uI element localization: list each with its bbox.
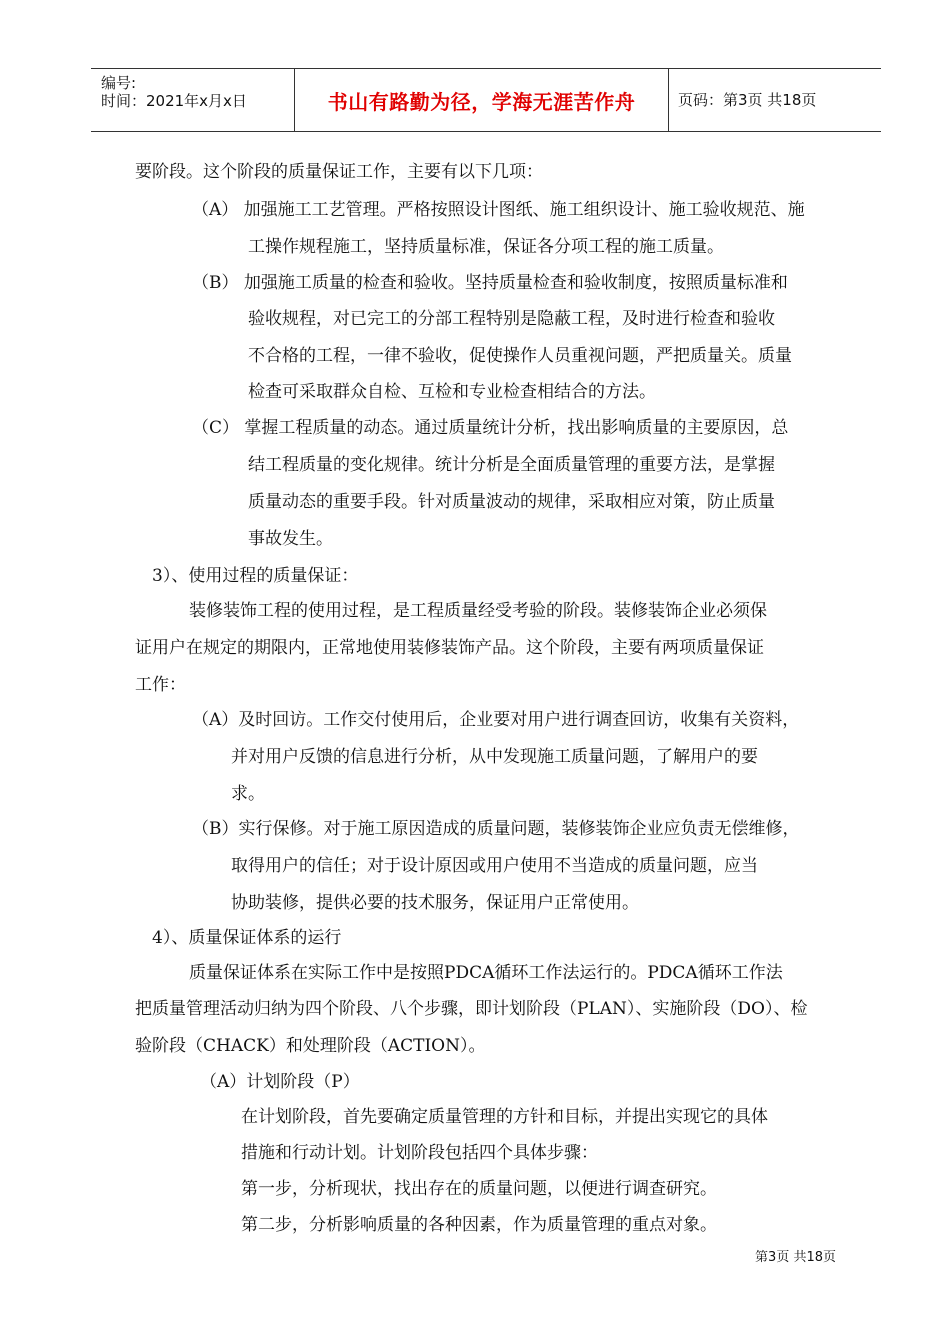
text-line: 把质量管理活动归纳为四个阶段、八个步骤，即计划阶段（PLAN）、实施阶段（DO）、检	[135, 999, 808, 1019]
text-line: 结工程质量的变化规律。统计分析是全面质量管理的重要方法，是掌握	[248, 455, 775, 475]
section-heading: 4）、质量保证体系的运行	[152, 928, 342, 948]
header-meta-cell	[91, 69, 294, 131]
time-label: 时间：2021年x月x日	[101, 92, 247, 110]
text-line: 不合格的工程，一律不验收，促使操作人员重视问题，严把质量关。质量	[248, 346, 792, 366]
text-line: （A）及时回访。工作交付使用后，企业要对用户进行调查回访，收集有关资料，	[192, 710, 800, 730]
text-line: 事故发生。	[248, 529, 333, 549]
text-line: 取得用户的信任；对于设计原因或用户使用不当造成的质量问题，应当	[231, 856, 758, 876]
text-line: 要阶段。这个阶段的质量保证工作，主要有以下几项：	[135, 162, 543, 182]
text-line: （A） 加强施工工艺管理。严格按照设计图纸、施工组织设计、施工验收规范、施	[192, 200, 805, 220]
text-line: 工操作规程施工，坚持质量标准，保证各分项工程的施工质量。	[248, 237, 724, 257]
text-line: （B）实行保修。对于施工原因造成的质量问题，装修装饰企业应负责无偿维修，	[192, 819, 800, 839]
text-line: 验阶段（CHACK）和处理阶段（ACTION）。	[135, 1036, 486, 1056]
text-line: 第二步，分析影响质量的各种因素，作为质量管理的重点对象。	[241, 1215, 717, 1235]
text-line: 证用户在规定的期限内，正常地使用装修装饰产品。这个阶段，主要有两项质量保证	[135, 638, 764, 658]
text-line: 在计划阶段，首先要确定质量管理的方针和目标，并提出实现它的具体	[241, 1107, 768, 1127]
text-line: 求。	[231, 784, 265, 804]
text-line: 验收规程，对已完工的分部工程特别是隐蔽工程，及时进行检查和验收	[248, 309, 775, 329]
section-heading: 3）、使用过程的质量保证：	[152, 566, 359, 586]
text-line: 第一步，分析现状，找出存在的质量问题，以便进行调查研究。	[241, 1179, 717, 1199]
text-line: 质量保证体系在实际工作中是按照PDCA循环工作法运行的。PDCA循环工作法	[189, 963, 783, 983]
header-page-cell	[668, 69, 881, 131]
text-line: 检查可采取群众自检、互检和专业检查相结合的方法。	[248, 382, 656, 402]
code-label: 编号:	[101, 74, 137, 92]
subheading: （A）计划阶段（P）	[200, 1072, 360, 1092]
text-line: 装修装饰工程的使用过程，是工程质量经受考验的阶段。装修装饰企业必须保	[189, 601, 767, 621]
text-line: 质量动态的重要手段。针对质量波动的规律，采取相应对策，防止质量	[248, 492, 775, 512]
page-header	[91, 68, 881, 132]
text-line: （C） 掌握工程质量的动态。通过质量统计分析，找出影响质量的主要原因，总	[192, 418, 789, 438]
motto: 书山有路勤为径，学海无涯苦作舟	[327, 90, 636, 114]
text-line: 工作：	[135, 675, 186, 695]
page-number-label: 页码：第3页 共18页	[678, 91, 817, 109]
page-footer: 第3页 共18页	[755, 1250, 836, 1265]
text-line: 并对用户反馈的信息进行分析，从中发现施工质量问题，了解用户的要	[231, 747, 758, 767]
header-motto-cell	[294, 69, 669, 131]
text-line: 措施和行动计划。计划阶段包括四个具体步骤：	[241, 1143, 598, 1163]
text-line: 协助装修，提供必要的技术服务，保证用户正常使用。	[231, 893, 639, 913]
text-line: （B） 加强施工质量的检查和验收。坚持质量检查和验收制度，按照质量标准和	[192, 273, 788, 293]
